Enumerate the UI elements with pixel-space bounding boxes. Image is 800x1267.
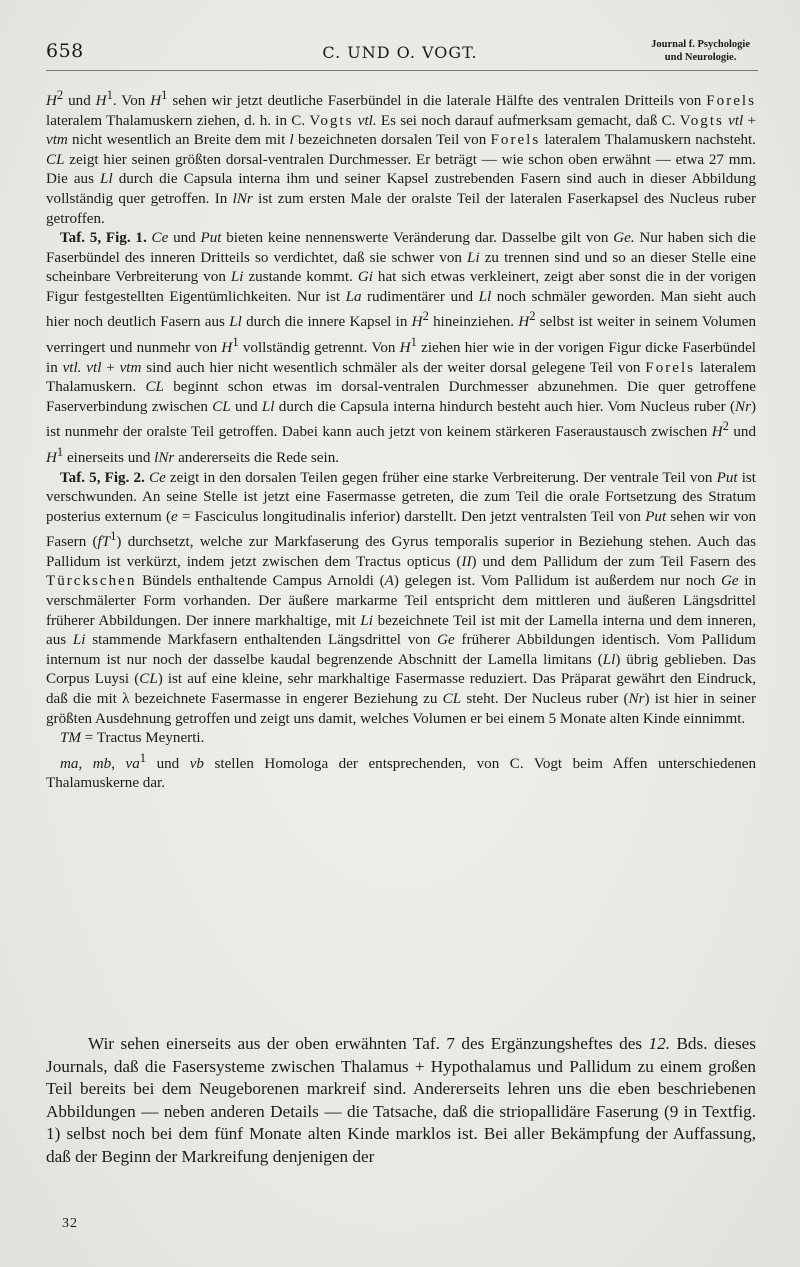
journal-label-line2: und Neurologie. xyxy=(664,52,737,63)
paragraph-taf5-fig2: Taf. 5, Fig. 2. Ce zeigt in den dorsalen Teilen gegen früher eine starke Verbreiterung. Der ventrale Teil von Put ist verschwunden. An seine Stelle ist jetzt eine Fasermasse getreten, die zum Teil die orale Fortsetzung des Stratum posterius externum (e = Fasciculus longitudinalis inferior) darstellt. Den jetzt ventralsten Teil von Put sehen wir von Fasern $(fT^1)$ durchsetzt, welche zur Markfaserung des Gyrus temporalis superior in Beziehung stehen. Auch das Pallidum ist verkürzt, indem jetzt zwischen dem Tractus opticus (II) und dem Pallidum der zum Teil Fasern des Türckschen Bündels enthaltende Campus Arnoldi (A) gelegen ist. Vom Pallidum ist außerdem nur noch Ge in verschmälerter Form vorhanden. Der äußere markarme Teil entspricht dem mittleren und äußeren Längsdrittel früherer Abbildungen. Der innere markhaltige, mit Li bezeichnete Teil ist mit der Lamella interna und dem inneren, aus Li stammende Markfasern enthaltenden Längsdrittel von Ge früherer Abbildungen identisch. Vom Pallidum internum ist nur noch der dasselbe kaudal begrenzende Abschnitt der Lamella limitans (Ll) übrig geblieben. Das Corpus Luysi (CL) ist auf eine kleine, sehr markhaltige Fasermasse reduziert. Das Präparat gewährt den Eindruck, daß die mit λ bezeichnete Fasermasse in engerer Beziehung zu CL steht. Der Nucleus ruber (Nr) ist hier in seiner größten Ausdehnung getroffen und zeigt uns damit, welches Volumen er bei einem 5 Monate alten Kinde einnimmt. xyxy=(46,469,757,727)
legend-tm: TM = Tractus Meynerti. xyxy=(60,730,205,747)
signature-mark: 32 xyxy=(62,1216,78,1231)
journal-label-line1: Journal f. Psychologie xyxy=(651,39,750,50)
running-title: C. UND O. VOGT. xyxy=(322,43,478,62)
paragraph-intro: $H^2$ und $H^1$. Von $H^1$ sehen wir jetzt deutliche Faserbündel in die laterale Hälfte des ventralen Dritteils von Forels lateralem Thalamuskern ziehen, d. h. in C. Vogts vtl. Es sei noch darauf aufmerksam gemacht, daß C. Vogts vtl + vtm nicht wesentlich an Breite dem mit l bezeichneten dorsalen Teil von Forels lateralem Thalamuskern nachsteht. CL zeigt hier seinen größten dorsal-ventralen Durchmesser. Er beträgt — wie schon oben erwähnt — etwa 27 mm. Die aus Ll durch die Capsula interna ihm und seiner Kapsel zustrebenden Fasern sind auch in dieser Abbildung vollständig quer getroffen. In lNr ist zum ersten Male der oralste Teil der lateralen Faserkapsel des Nucleus ruber getroffen. xyxy=(46,88,757,227)
body-text xyxy=(46,86,756,794)
paragraph-conclusion: Wir sehen einerseits aus der oben erwähnten Taf. 7 des Ergänzungsheftes des 12. Bds. dieses Journals, daß die Fasersysteme zwischen Thalamus + Hypothalamus und Pallidum zu einem großen Teil bereits bei dem Neugeborenen markreif sind. Andererseits lehren uns die eben beschriebenen Abbildungen — neben anderen Details — die Tatsache, daß die striopallidäre Faserung (9 in Textfig. 1) selbst noch bei dem fünf Monate alten Kinde marklos ist. Bei aller Bekämpfung der Auffassung, daß der Beginn der Markreifung denjenigen der xyxy=(46,1034,756,1166)
page-header xyxy=(46,34,754,74)
header-rule xyxy=(46,70,758,71)
journal-label xyxy=(651,38,750,64)
large-body-text xyxy=(46,1033,756,1169)
page-number: 658 xyxy=(46,40,84,62)
legend-homologa: ma, mb, $va^1$ und vb stellen Homologa der entsprechenden, von C. Vogt beim Affen unterschiedenen Thalamuskerne dar. xyxy=(46,750,757,792)
paragraph-taf5-fig1: Taf. 5, Fig. 1. Ce und Put bieten keine nennenswerte Veränderung dar. Dasselbe gilt von Ge. Nur haben sich die Faserbündel des inneren Dritteils so verdichtet, daß sie schwer von Li zu trennen sind und so an dieser Stelle eine scheinbare Verbreiterung von Li zustande kommt. Gi hat sich etwas verkleinert, zeigt aber sonst die in der vorigen Figur festgestellten Eigentümlichkeiten. Nur ist La rudimentärer und Ll noch schmäler geworden. Man sieht auch hier noch deutlich Fasern aus Ll durch die innere Kapsel in $H^2$ hineinziehen. $H^2$ selbst ist weiter in seinem Volumen verringert und nunmehr von $H^1$ vollständig getrennt. Von $H^1$ ziehen hier wie in der vorigen Figur dicke Faserbündel in vtl. vtl + vtm sind auch hier nicht wesentlich schmäler als der weiter dorsal gelegene Teil von Forels lateralem Thalamuskern. CL beginnt schon etwas im dorsal-ventralen Durchmesser abzunehmen. Die quer getroffene Faserverbindung zwischen CL und Ll durch die Capsula interna hindurch besteht auch hier. Vom Nucleus ruber (Nr) ist nunmehr der oralste Teil getroffen. Dabei kann auch jetzt von keinem stärkeren Faseraustausch zwischen $H^2$ und $H^1$ einerseits und lNr andererseits die Rede sein. xyxy=(46,230,757,466)
